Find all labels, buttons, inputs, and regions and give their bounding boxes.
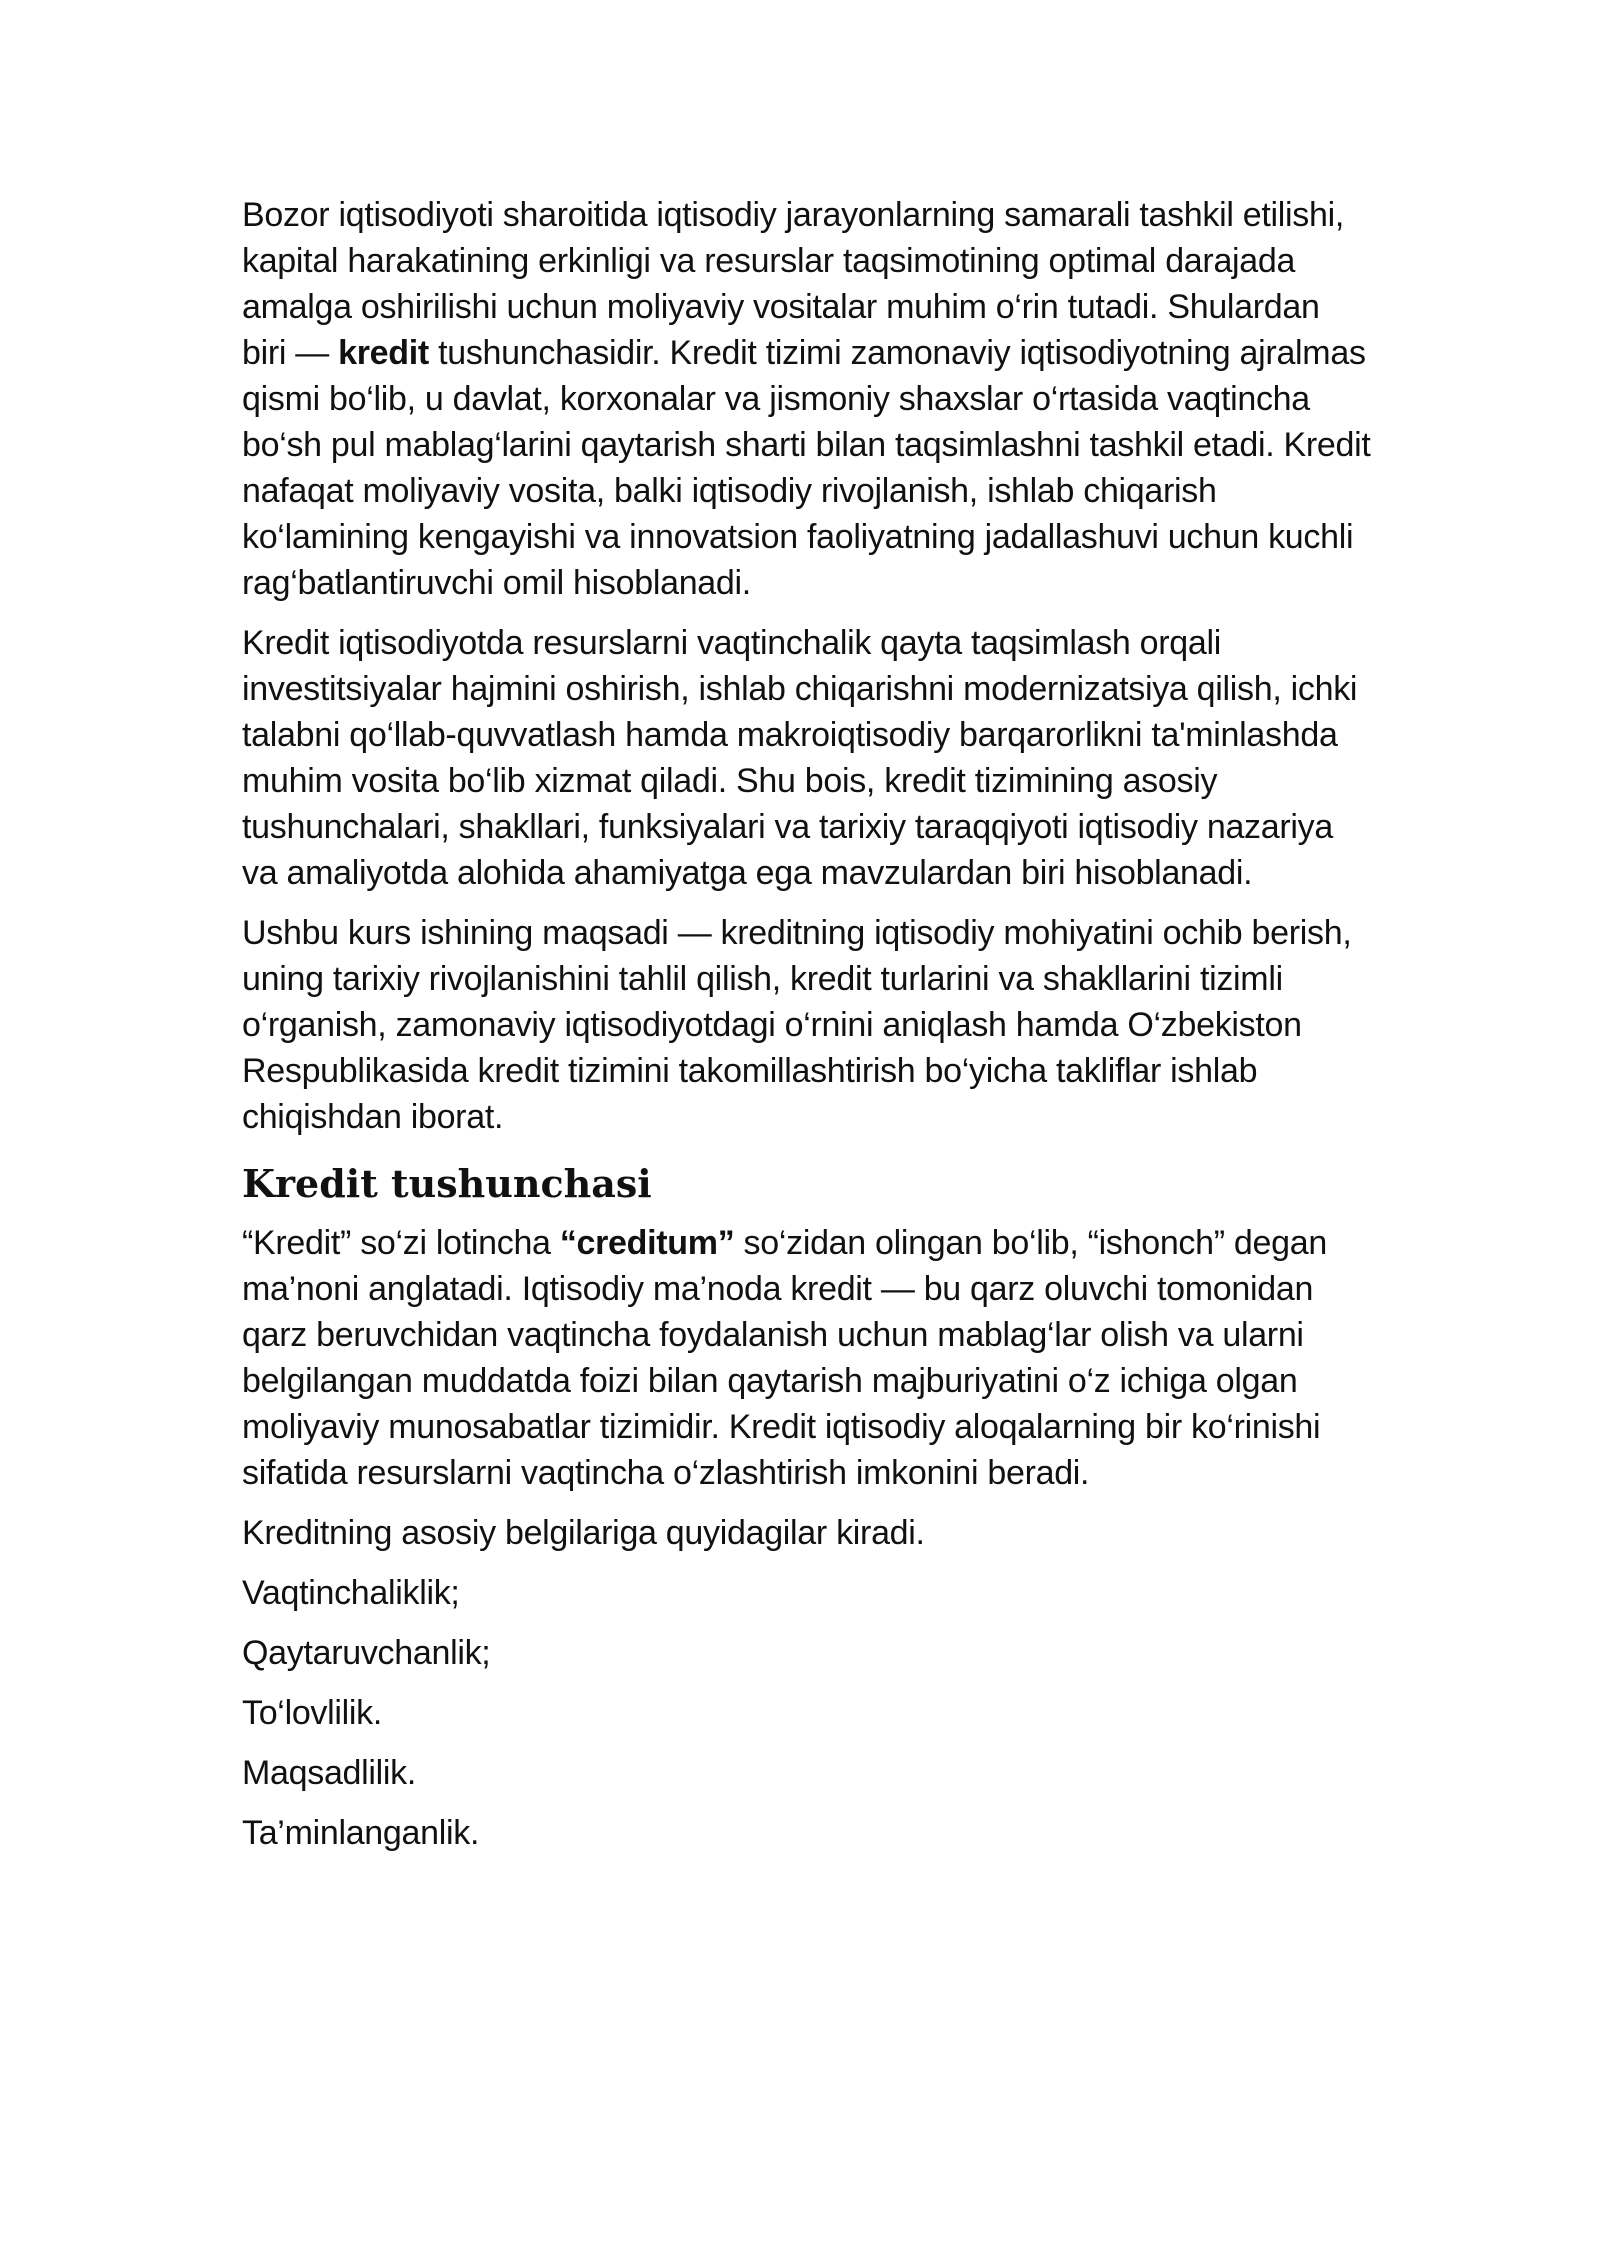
intro-paragraph-1-text-start: Bozor iqtisodiyoti sharoitida iqtisodiy jarayonlarning samarali tashkil etilishi, kapital harakatining erkinligi va resurslar taqsimotining optimal darajada amalga oshirilishi uchun moliyaviy vositalar muhim o‘rin tutadi. Shulardan biri — xyxy=(242,196,1345,372)
intro-paragraph-2: Kredit iqtisodiyotda resurslarni vaqtinchalik qayta taqsimlash orqali investitsiyalar hajmini oshirish, ishlab chiqarishni modernizatsiya qilish, ichki talabni qo‘llab-quvvatlash hamda makroiqtisodiy barqarorlikni ta'minlashda muhim vosita bo‘lib xizmat qiladi. Shu bois, kredit tizimining asosiy tushunchalari, shakllari, funksiyalari va tarixiy taraqqiyoti iqtisodiy nazariya va amaliyotda alohida ahamiyatga ega mavzulardan biri hisoblanadi. xyxy=(242,624,1358,892)
section-paragraph-1-bold-term: “creditum” xyxy=(559,1224,735,1262)
section-paragraph-1 xyxy=(242,1220,1372,1496)
list-item: Maqsadlilik. xyxy=(242,1754,417,1792)
intro-paragraph-1-bold-term: kredit xyxy=(338,334,429,372)
intro-paragraph-3: Ushbu kurs ishining maqsadi — kreditning iqtisodiy mohiyatini ochib berish, uning tarixiy rivojlanishini tahlil qilish, kredit turlarini va shakllarini tizimli o‘rganish, zamonaviy iqtisodiyotdagi o‘rnini aniqlash hamda O‘zbekiston Respublikasida kredit tizimini takomillashtirish bo‘yicha takliflar ishlab chiqishdan iborat. xyxy=(242,914,1352,1136)
list-item: Qaytaruvchanlik; xyxy=(242,1634,491,1672)
section-paragraph-1-text-end: so‘zidan olingan bo‘lib, “ishonch” degan ma’noni anglatadi. Iqtisodiy ma’noda kredit — bu qarz oluvchi tomonidan qarz beruvchidan vaqtincha foydalanish uchun mablag‘lar olish va ularni belgilangan muddatda foizi bilan qaytarish majburiyatini o‘z ichiga olgan moliyaviy munosabatlar tizimidir. Kredit iqtisodiy aloqalarning bir ko‘rinishi sifatida resurslarni vaqtincha o‘zlashtirish imkonini beradi. xyxy=(242,1224,1327,1492)
section-paragraph-2: Kreditning asosiy belgilariga quyidagilar kiradi. xyxy=(242,1514,925,1552)
section-paragraph-1-text-start: “Kredit” so‘zi lotincha xyxy=(242,1224,560,1262)
intro-paragraph-1 xyxy=(242,192,1372,606)
section-heading: Kredit tushunchasi xyxy=(242,1161,652,1206)
list-item: Ta’minlanganlik. xyxy=(242,1814,480,1852)
features-list xyxy=(242,1570,1372,1856)
intro-paragraph-1-text-end: tushunchasidir. Kredit tizimi zamonaviy iqtisodiyotning ajralmas qismi bo‘lib, u davlat, korxonalar va jismoniy shaxslar o‘rtasida vaqtincha bo‘sh pul mablag‘larini qaytarish sharti bilan taqsimlashni tashkil etadi. Kredit nafaqat moliyaviy vosita, balki iqtisodiy rivojlanish, ishlab chiqarish ko‘lamining kengayishi va innovatsion faoliyatning jadallashuvi uchun kuchli rag‘batlantiruvchi omil hisoblanadi. xyxy=(242,334,1371,602)
list-item: Vaqtinchaliklik; xyxy=(242,1574,460,1612)
list-item: To‘lovlilik. xyxy=(242,1694,382,1732)
document-body xyxy=(242,192,1372,1870)
